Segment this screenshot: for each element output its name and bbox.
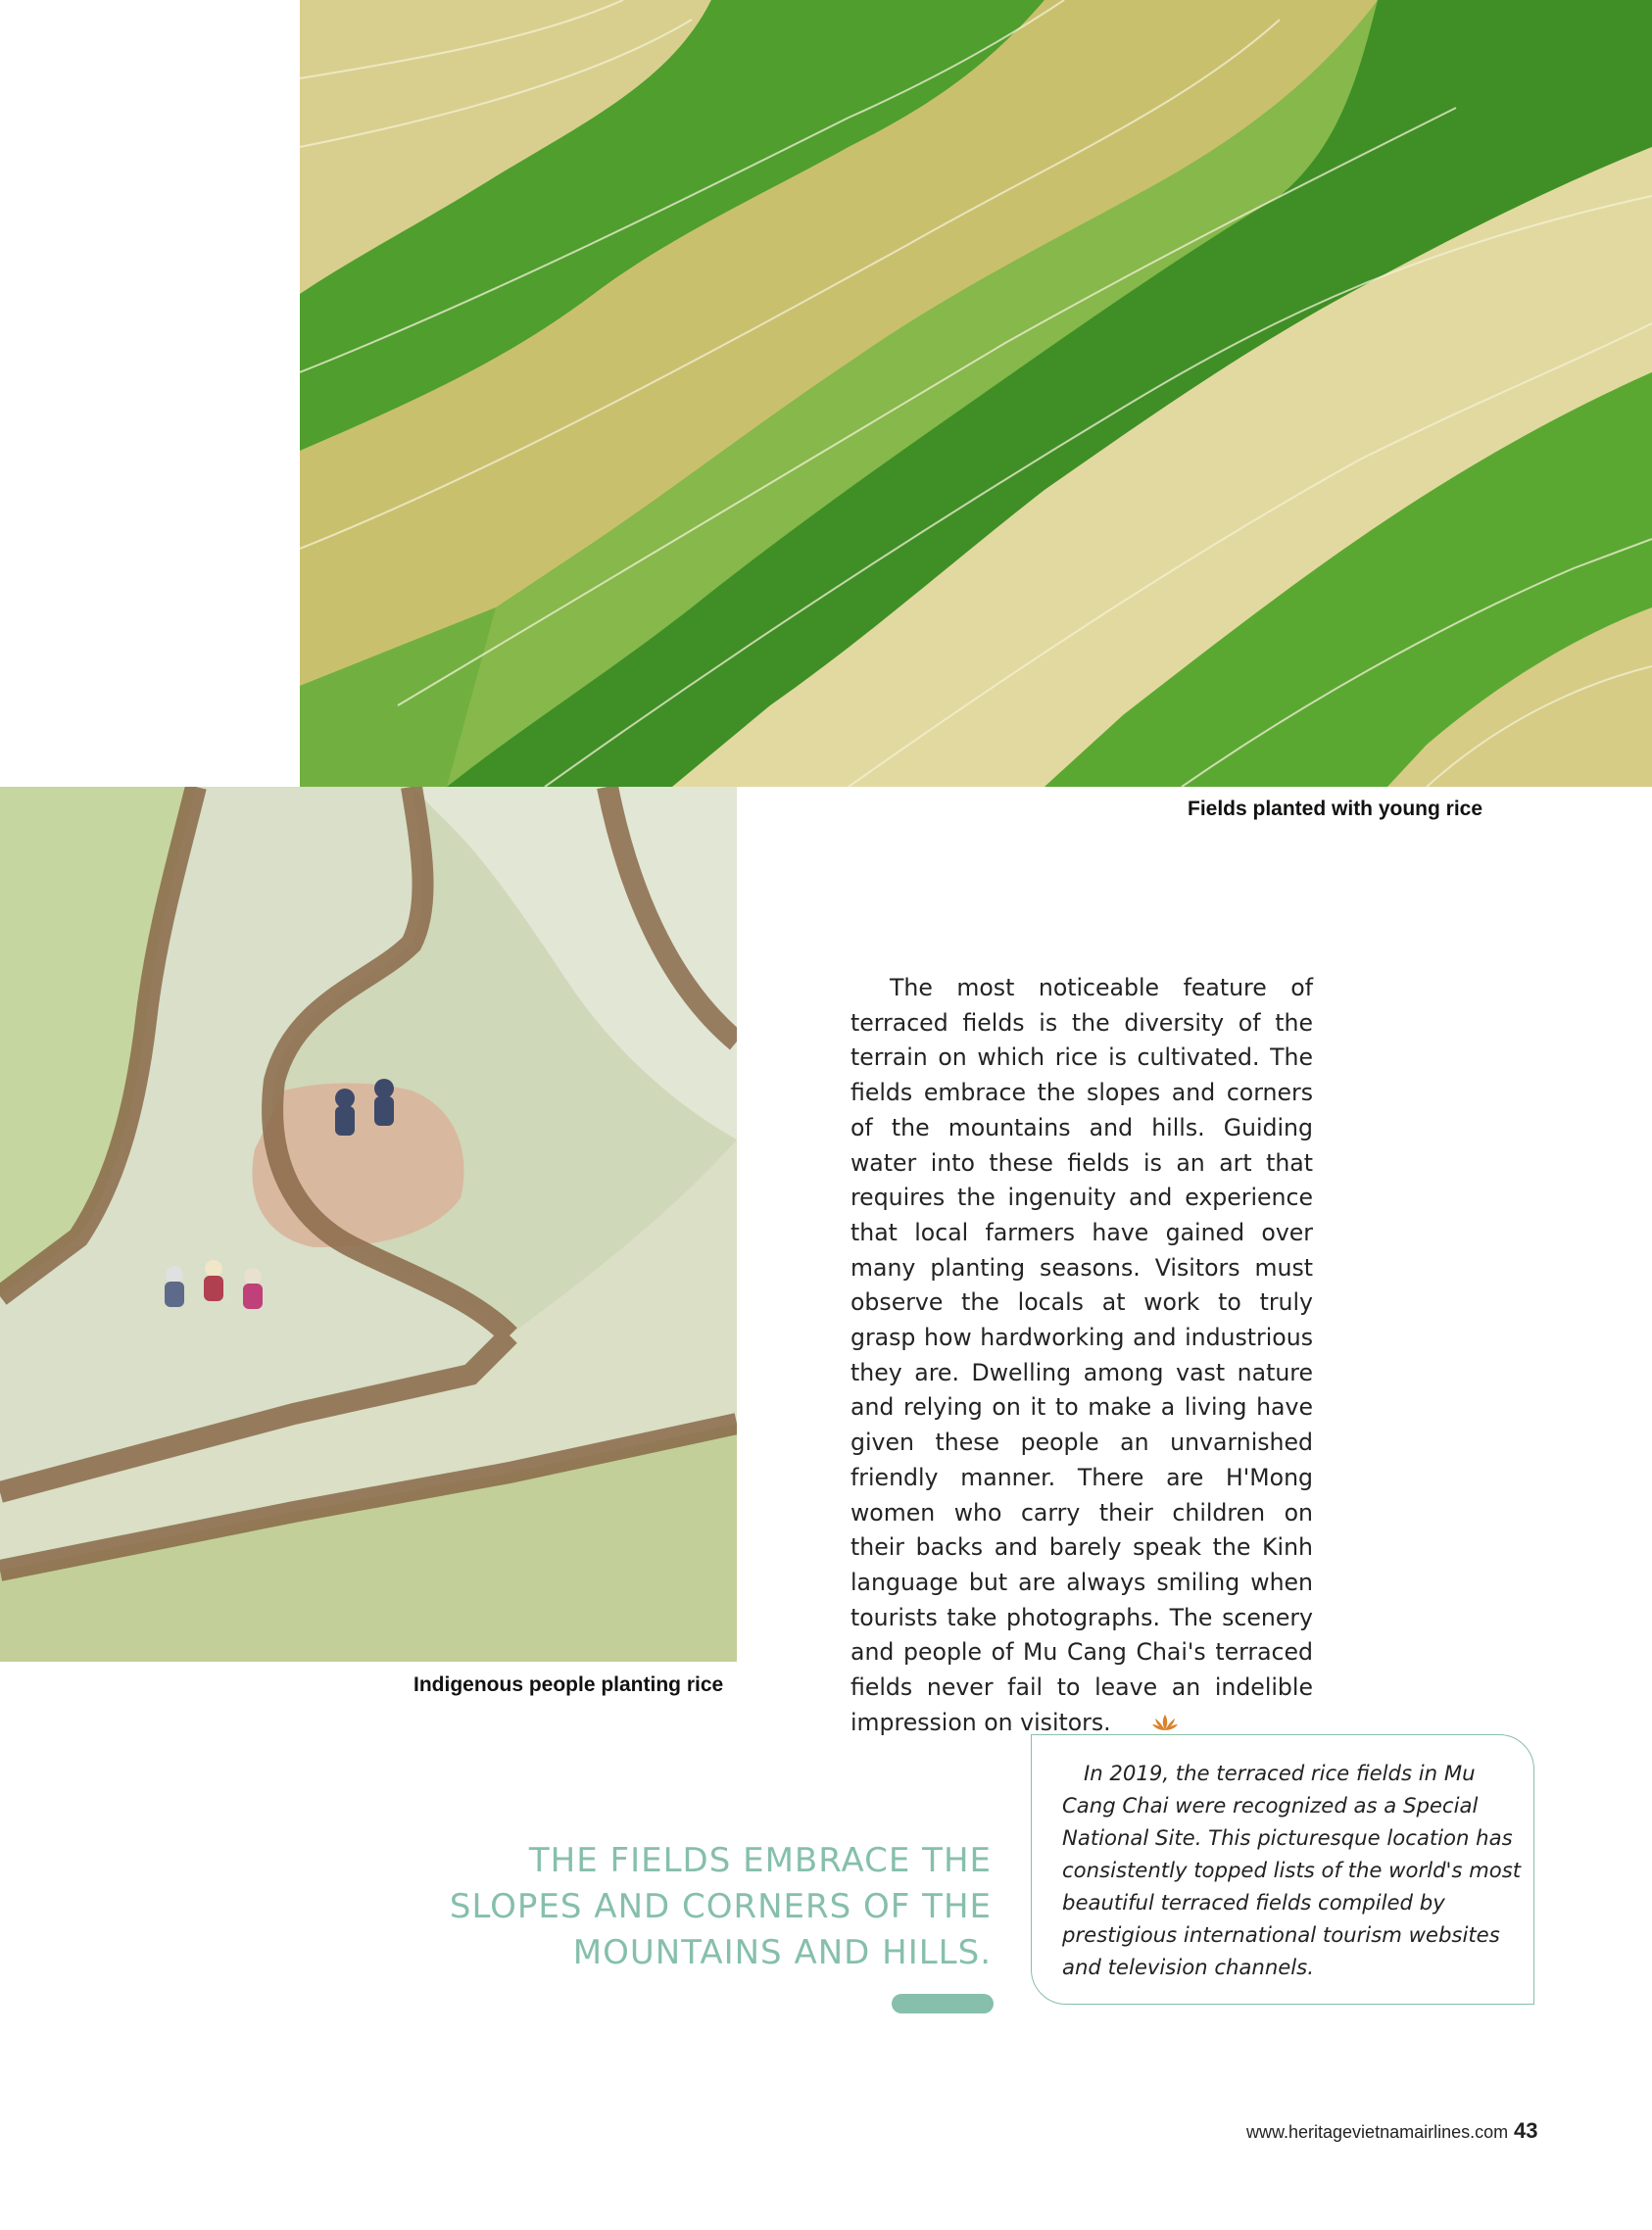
rice-planting-photo xyxy=(0,787,737,1662)
footer-url: www.heritagevietnamairlines.com xyxy=(1246,2122,1509,2142)
pull-quote-line-3: MOUNTAINS AND HILLS. xyxy=(572,1933,992,1972)
pull-quote-line-1: THE FIELDS EMBRACE THE xyxy=(528,1841,992,1880)
pull-quote-accent-bar xyxy=(892,1994,994,2013)
lotus-icon xyxy=(1111,1708,1141,1727)
article-body xyxy=(850,971,1313,1740)
terraced-fields-aerial-photo xyxy=(300,0,1652,787)
top-photo-caption: Fields planted with young rice xyxy=(1188,798,1483,820)
left-photo-caption: Indigenous people planting rice xyxy=(413,1673,724,1696)
sidebar-text: In 2019, the terraced rice fields in Mu Cang Chai were recognized as a Special National Site. This picturesque location has consistently topped lists of the world's most beautiful terraced fields compiled by prestigious international tourism websites and television channels. xyxy=(1062,1761,1522,1979)
page-number: 43 xyxy=(1514,2118,1538,2143)
pull-quote-line-2: SLOPES AND CORNERS OF THE xyxy=(449,1887,992,1926)
article-body-text: The most noticeable feature of terraced fields is the diversity of the terrain on which rice is cultivated. The fields embrace the slopes and corners of the mountains and hills. Guiding water into these fields is an art that requires the ingenuity and experience that local farmers have gained over many planting seasons. Visitors must observe the locals at work to truly grasp how hardworking and industrious they are. Dwelling among vast nature and relying on it to make a living have given these people an unvarnished friendly manner. There are H'Mong women who carry their children on their backs and barely speak the Kinh language but are always smiling when tourists take photographs. The scenery and people of Mu Cang Chai's terraced fields never fail to leave an indelible impression on visitors. xyxy=(850,974,1313,1736)
pull-quote xyxy=(412,1838,992,1976)
